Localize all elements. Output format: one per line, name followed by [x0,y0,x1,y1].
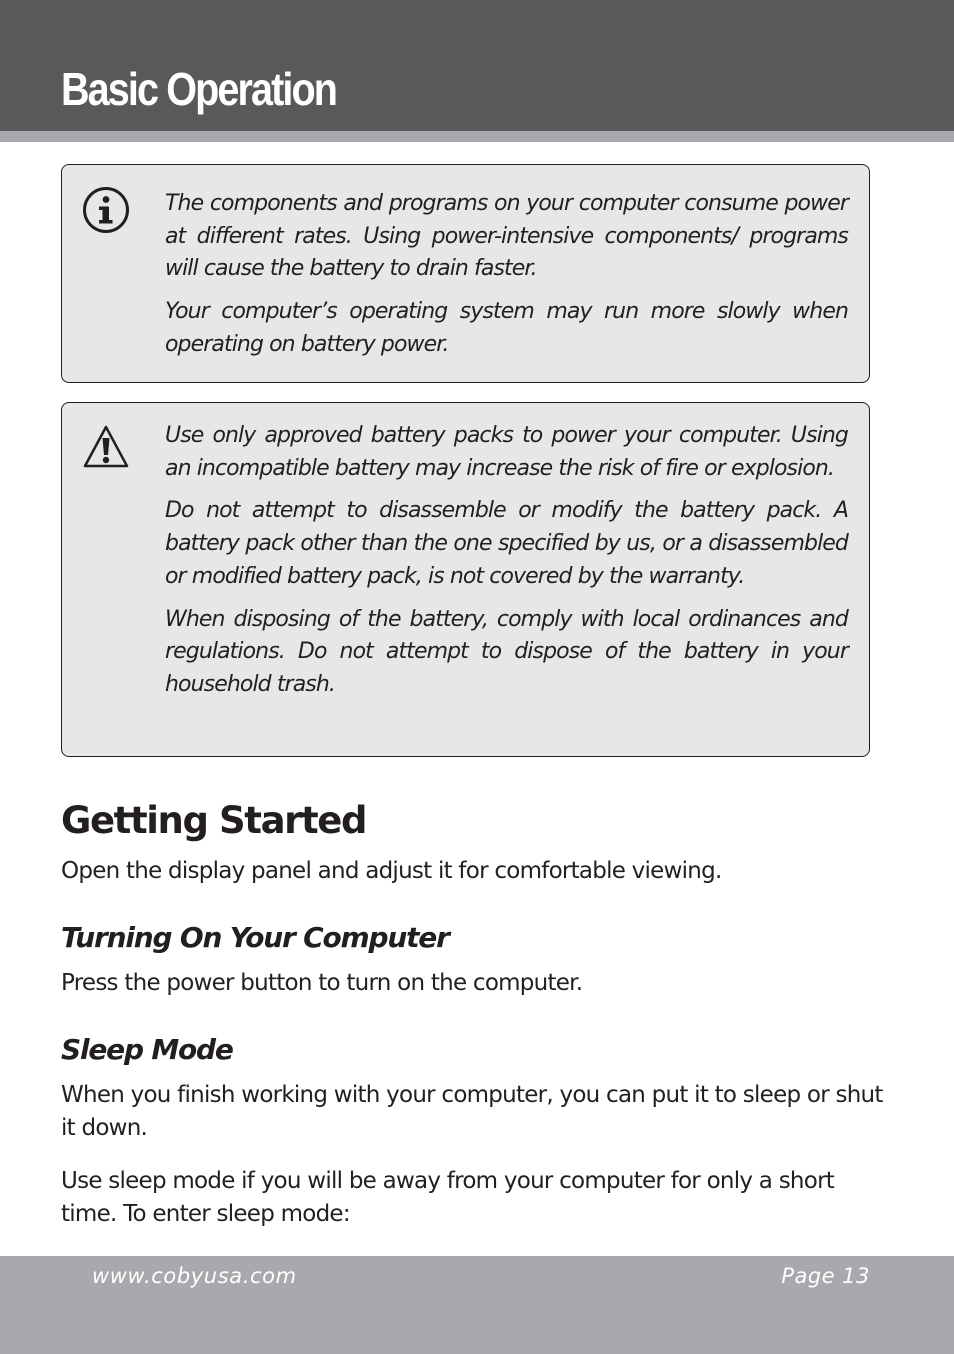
warning-icon [82,423,130,471]
turning-on-text: Press the power button to turn on the computer. [61,970,583,996]
warning-notice-text [165,420,848,712]
info-paragraph: The components and programs on your computer consume power at different rates. Using power-intensive components/ programs will cause the battery to drain faster. [165,191,848,282]
info-icon [82,186,130,234]
info-notice [61,164,870,383]
getting-started-text: Open the display panel and adjust it for comfortable viewing. [61,858,722,884]
warning-notice [61,402,870,757]
page-number: Page 13 [781,1264,870,1288]
sleep-mode-paragraph: Use sleep mode if you will be away from your computer for only a short time. To enter sleep mode: [61,1168,835,1227]
info-notice-text [165,188,848,372]
page-title: Basic Operation [61,63,337,115]
header-stripe [0,131,954,142]
getting-started-heading: Getting Started [61,799,367,842]
info-paragraph: Your computer’s operating system may run more slowly when operating on battery power. [165,299,848,357]
sleep-mode-heading: Sleep Mode [61,1033,233,1066]
turning-on-heading: Turning On Your Computer [61,921,449,954]
footer-url[interactable]: www.cobyusa.com [92,1264,297,1288]
warning-paragraph: Use only approved battery packs to power your computer. Using an incompatible battery may increase the risk of fire or explosion. [165,423,848,481]
warning-paragraph: Do not attempt to disassemble or modify the battery pack. A battery pack other than the one specified by us, or a disassembled or modified battery pack, is not covered by the warranty. [165,498,848,589]
footer [0,1256,954,1354]
warning-paragraph: When disposing of the battery, comply with local ordinances and regulations. Do not attempt to dispose of the battery in your household trash. [165,606,848,697]
sleep-mode-paragraph: When you finish working with your computer, you can put it to sleep or shut it down. [61,1082,883,1141]
